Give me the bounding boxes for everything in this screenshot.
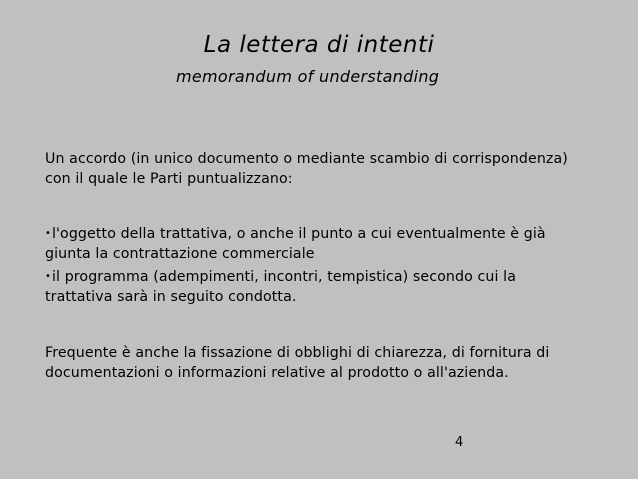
bullet-line xyxy=(45,224,605,244)
intro-paragraph xyxy=(45,149,605,189)
bullet-item xyxy=(45,267,605,307)
page-number: 4 xyxy=(455,435,464,450)
closing-line: Frequente è anche la fissazione di obblighi di chiarezza, di fornitura di xyxy=(45,345,550,361)
bullet-list xyxy=(45,224,605,307)
intro-line: con il quale le Parti puntualizzano: xyxy=(45,171,293,187)
bullet-icon: • xyxy=(45,228,51,239)
bullet-icon: • xyxy=(45,271,51,282)
bullet-line: giunta la contrattazione commerciale xyxy=(45,246,315,262)
slide-title: La lettera di intenti xyxy=(203,32,435,58)
bullet-text: l'oggetto della trattativa, o anche il punto a cui eventualmente è già xyxy=(52,226,546,242)
bullet-text: il programma (adempimenti, incontri, tempistica) secondo cui la xyxy=(52,269,516,285)
closing-line: documentazioni o informazioni relative al prodotto o all'azienda. xyxy=(45,365,509,381)
intro-line: Un accordo (in unico documento o mediante scambio di corrispondenza) xyxy=(45,151,568,167)
bullet-line: trattativa sarà in seguito condotta. xyxy=(45,289,297,305)
closing-paragraph xyxy=(45,343,605,383)
slide-subtitle: memorandum of understanding xyxy=(176,67,440,86)
bullet-item xyxy=(45,224,605,264)
bullet-line xyxy=(45,267,605,287)
